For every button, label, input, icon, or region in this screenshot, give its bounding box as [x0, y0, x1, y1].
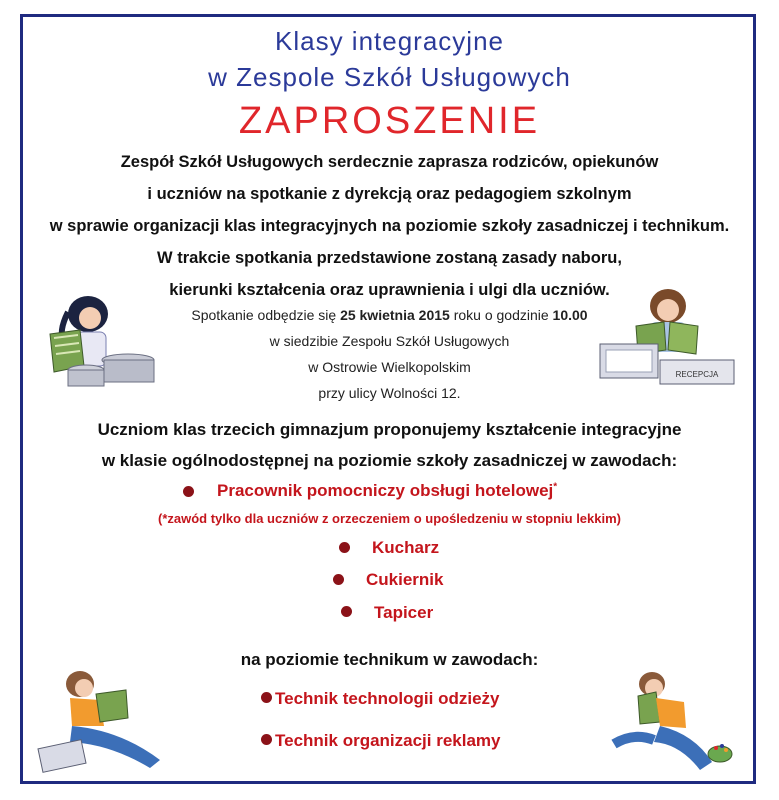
job-hotel-assistant: Pracownik pomocniczy obsługi hotelowej*: [217, 481, 558, 500]
bullet: [183, 486, 194, 497]
reception-sign: RECEPCJA: [675, 370, 719, 379]
meeting-date: 25 kwietnia 2015: [340, 307, 450, 323]
title-line-1: Klasy integracyjne: [275, 26, 504, 56]
intro-line: W trakcie spotkania przedstawione zostaną zasady naboru,: [157, 249, 622, 267]
reading-girl-illustration-left: [30, 660, 180, 775]
job-cook: Kucharz: [372, 538, 440, 557]
bullet: [261, 692, 272, 703]
intro-line: w sprawie organizacji klas integracyjnych na poziomie szkoły zasadniczej i technikum.: [49, 217, 730, 235]
meeting-line: w Ostrowie Wielkopolskim: [308, 359, 471, 375]
job-clothing-technician: Technik technologii odzieży: [275, 689, 500, 708]
technikum-intro: na poziomie technikum w zawodach:: [240, 650, 539, 669]
job-upholsterer: Tapicer: [374, 603, 434, 622]
bullet: [341, 606, 352, 617]
bullet: [261, 734, 272, 745]
offer-paragraph: [0, 414, 779, 476]
title-line-2: w Zespole Szkół Usługowych: [208, 62, 571, 92]
meeting-line: w siedzibie Zespołu Szkół Usługowych: [269, 333, 510, 349]
offer-line: w klasie ogólnodostępnej na poziomie szkoły zasadniczej w zawodach:: [101, 451, 678, 470]
offer-line: Uczniom klas trzecich gimnazjum proponujemy kształcenie integracyjne: [97, 420, 682, 439]
intro-line: kierunki kształcenia oraz uprawnienia i ulgi dla uczniów.: [169, 281, 610, 299]
meeting-date-line: Spotkanie odbędzie się 25 kwietnia 2015 roku o godzinie 10.00: [191, 307, 588, 323]
cook-girl-illustration: [28, 282, 168, 392]
reception-girl-illustration: [598, 278, 738, 393]
intro-line: Zespół Szkół Usługowych serdecznie zaprasza rodziców, opiekunów: [120, 153, 659, 171]
job-advertising-technician: Technik organizacji reklamy: [275, 731, 501, 750]
job-note: (*zawód tylko dla uczniów z orzeczeniem o upośledzeniu w stopniu lekkim): [157, 511, 621, 526]
meeting-time: 10.00: [552, 307, 588, 323]
intro-line: i uczniów na spotkanie z dyrekcją oraz pedagogiem szkolnym: [147, 185, 632, 203]
job-confectioner: Cukiernik: [366, 570, 444, 589]
bullet: [333, 574, 344, 585]
bullet: [339, 542, 350, 553]
meeting-line: przy ulicy Wolności 12.: [318, 385, 461, 401]
reading-girl-illustration-right: [594, 662, 744, 777]
invitation-heading: ZAPROSZENIE: [238, 100, 541, 142]
